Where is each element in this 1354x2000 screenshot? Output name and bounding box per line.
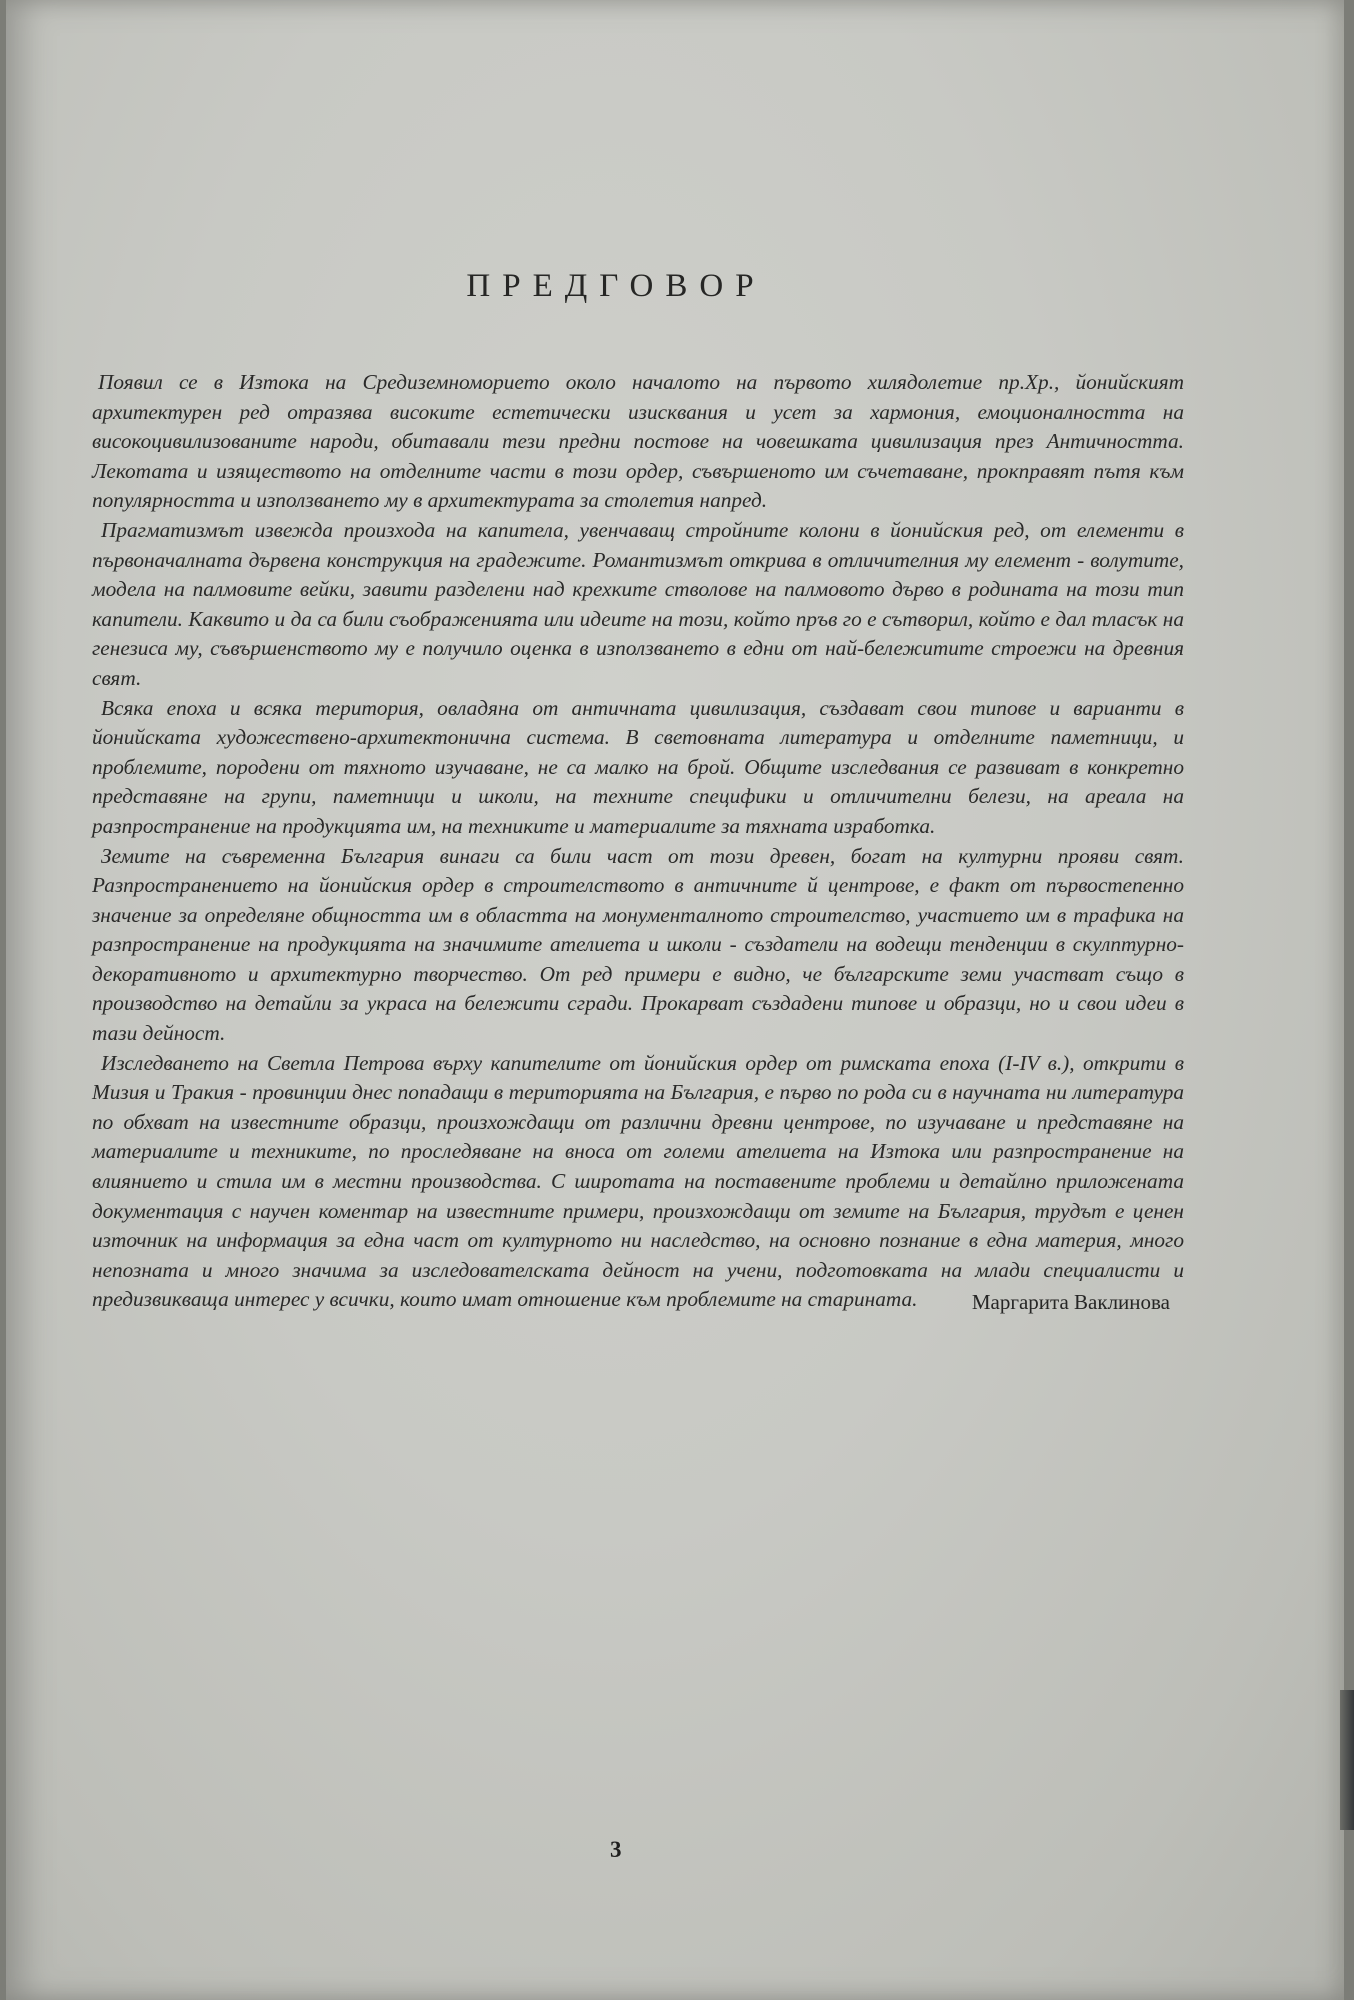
paragraph-5: Изследването на Светла Петрова върху капителите от йонийския ордер от римската епоха (I-IV в.), открити в Мизия и Тракия - провинции днес попадащи в територията на България, е първо по рода си в научната ни литература по обхват на известните образци, произхождащи от различни древни центрове, по изучаване и представяне на материалите и техниките, по проследяване на вноса от големи ателиета на Изтока или разпространение на влиянието и стила им в местни производства. С широтата на поставените проблеми и детайлно приложената документация с научен коментар на известните примери, произхождащи от земите на България, трудът е ценен източник на информация за една част от културното ни наследство, на основно познание в една материя, много непозната и много значима за изследователската дейност на учени, подготовката на млади специалисти и предизвикваща интерес у всички, които имат отношение към проблемите на старината.: [92, 1050, 1184, 1312]
next-page-edge: [1340, 1690, 1354, 1830]
author-signature: Маргарита Ваклинова: [971, 1290, 1170, 1314]
page-number: 3: [610, 1837, 622, 1862]
foreword-body: [92, 368, 1184, 1315]
paper-sheet: [6, 0, 1344, 2000]
paragraph-4: Земите на съвременна България винаги са били част от този древен, богат на културни прояви свят. Разпространението на йонийския ордер в строителството в античните й центрове, е факт от първостепенно значение за определяне общността им в областта на монументалното строителство, участието им в трафика на разпространение на продукцията на значимите ателиета и школи - създатели на водещи тенденции в скулптурно-декоративното и архитектурно творчество. От ред примери е видно, че българските земи участват също в производство на детайли за украса на бележити сгради. Прокарват създадени типове и образци, но и свои идеи в тази дейност.: [92, 843, 1184, 1046]
paragraph-3: Всяка епоха и всяка територия, овладяна от античната цивилизация, създават свои типове и варианти в йонийската художествено-архитектонична система. В световната литература и отделните паметници, и проблемите, породени от тяхното изучаване, не са малко на брой. Общите изследвания се развиват в конкретно представяне на групи, паметници и школи, на техните специфики и отличителни белези, на ареала на разпространение на продукцията им, на техниките и материалите за тяхната изработка.: [92, 695, 1184, 838]
page-title: ПРЕДГОВОР: [466, 268, 766, 304]
paragraph-2: Прагматизмът извежда произхода на капитела, увенчаващ стройните колони в йонийския ред, от елементи в първоначалната дървена конструкция на градежите. Романтизмът открива в отличителния му елемент - волутите, модела на палмовите вейки, завити разделени над крехките стволове на палмовото дърво в родината на този тип капители. Каквито и да са били съображенията или идеите на този, който пръв го е сътворил, който е дал тласък на генезиса му, съвършенството му е получило оценка в използването в едни от най-бележитите строежи на древния свят.: [92, 517, 1184, 690]
paragraph-1: Появил се в Изтока на Средиземноморието около началото на първото хилядолетие пр.Хр., йонийският архитектурен ред отразява високите естетически изисквания и усет за хармония, емоционалността на високоцивилизованите народи, обитавали тези предни постове на човешката цивилизация през Античността. Лекотата и изяществото на отделните части в този ордер, съвършеното им съчетаване, прокправят пътя към популярността и използването му в архитектурата за столетия напред.: [92, 370, 1184, 513]
